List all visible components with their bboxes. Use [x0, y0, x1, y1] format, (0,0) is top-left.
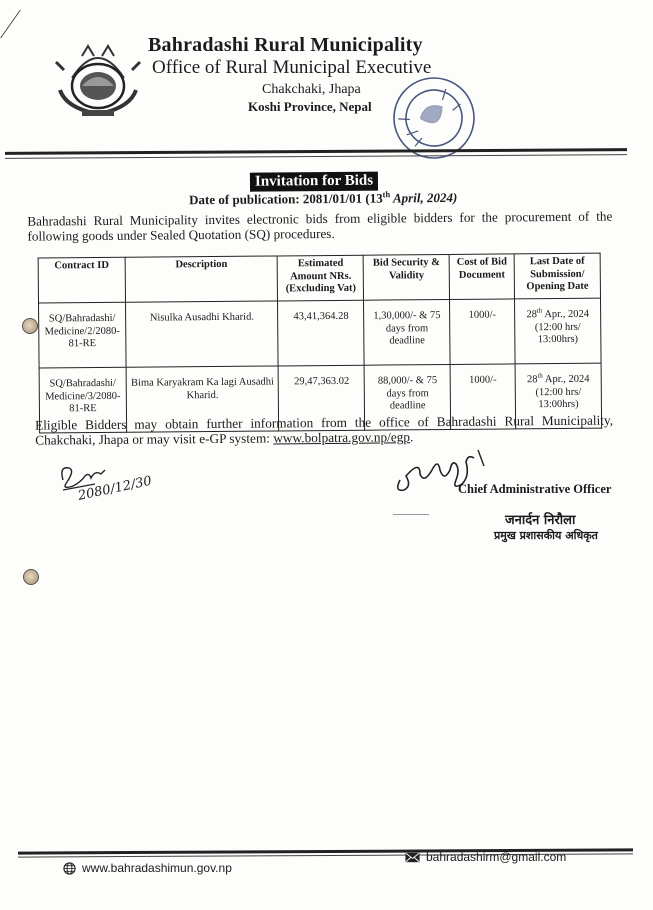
closing-paragraph: Eligible Bidders may obtain further information from the office of Bahradashi Rural Municipality, Chakchaki, Jhapa or may visit e-GP system: www.bolpatra.gov.np/egp. — [35, 412, 614, 448]
cell-bid-security: 88,000/- & 75 days from deadline — [364, 364, 450, 430]
footer-email — [405, 850, 566, 864]
cell-cost: 1000/- — [450, 364, 516, 430]
punch-hole — [23, 569, 39, 585]
org-name: Bahradashi Rural Municipality — [148, 34, 423, 56]
table-header-row — [38, 253, 600, 303]
footer-website — [63, 861, 232, 875]
cell-last-date: 28th Apr., 2024 (12:00 hrs/ 13:00hrs) — [515, 298, 601, 364]
globe-icon — [63, 862, 76, 875]
address-line1: Chakchaki, Jhapa — [262, 82, 361, 97]
cell-cost: 1000/- — [450, 299, 516, 365]
officer-title: प्रमुख प्रशासकीय अधिकृत — [494, 529, 598, 542]
cell-description: Bima Karyakram Ka lagi Ausadhi Kharid. — [126, 366, 279, 432]
header-description: Description — [125, 256, 278, 302]
signature-underline — [393, 514, 429, 515]
cell-amount: 29,47,363.02 — [279, 365, 365, 431]
header-bid-security: Bid Security & Validity — [363, 254, 449, 300]
publication-date: Date of publication: 2081/01/01 (13th April, 2024) — [189, 189, 458, 208]
punch-hole — [22, 318, 38, 334]
email-link[interactable]: bahradashirm@gmail.com — [426, 850, 567, 864]
officer-name: जनार्दन निरौला — [505, 513, 576, 528]
office-name: Office of Rural Municipal Executive — [152, 57, 432, 78]
header-last-date: Last Date of Submission/ Opening Date — [514, 253, 600, 299]
table-row — [39, 298, 602, 368]
cell-contract-id: SQ/Bahradashi/ Medicine/2/2080-81-RE — [39, 302, 127, 368]
cell-last-date: 28th Apr., 2024 (12:00 hrs/ 13:00hrs) — [515, 363, 601, 429]
notice-title: Invitation for Bids — [250, 172, 378, 192]
header-contract-id: Contract ID — [38, 257, 125, 303]
header-cost: Cost of Bid Document — [449, 254, 514, 300]
intro-paragraph: Bahradashi Rural Municipality invites electronic bids from eligible bidders for the procurement of the following goods under Sealed Quotation (SQ) procedures. — [27, 208, 613, 244]
address-line2: Koshi Province, Nepal — [248, 99, 372, 114]
cell-contract-id: SQ/Bahradashi/ Medicine/3/2080-81-RE — [39, 367, 127, 433]
bids-table — [38, 253, 603, 434]
website-link[interactable]: www.bahradashimun.gov.np — [82, 861, 232, 875]
header-amount: Estimated Amount NRs. (Excluding Vat) — [278, 255, 364, 301]
signatory-role: Chief Administrative Officer — [458, 482, 612, 496]
envelope-icon — [405, 852, 420, 863]
cell-description: Nisulka Ausadhi Kharid. — [125, 301, 278, 367]
handwritten-received-note — [55, 460, 165, 510]
cell-bid-security: 1,30,000/- & 75 days from deadline — [364, 299, 450, 365]
egp-link[interactable]: www.bolpatra.gov.np/egp — [273, 429, 411, 446]
cell-amount: 43,41,364.28 — [278, 300, 364, 366]
received-date: 2080/12/30 — [76, 473, 154, 504]
